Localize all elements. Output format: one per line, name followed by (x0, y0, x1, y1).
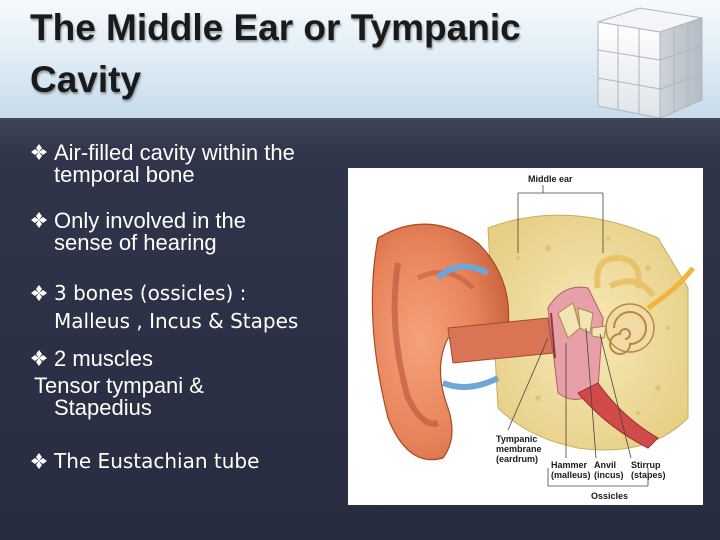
label-middle-ear: Middle ear (528, 174, 573, 184)
label-malleus: (malleus) (551, 470, 591, 480)
label-tympanic: Tympanic (496, 434, 538, 444)
label-hammer: Hammer (551, 460, 588, 470)
diamond-bullet-icon (30, 211, 48, 229)
bullet-text-cont: sense of hearing (54, 230, 217, 255)
bullet-text-cont: Tensor tympani & (34, 373, 204, 398)
label-eardrum: (eardrum) (496, 454, 539, 464)
bullet-text: The Eustachian tube (54, 449, 260, 473)
bullet-text-cont: temporal bone (54, 162, 195, 187)
bullet-text: 2 muscles (54, 346, 154, 371)
ear-anatomy-figure (348, 168, 703, 505)
bullet-item (30, 210, 246, 254)
bullet-item (30, 348, 204, 419)
label-incus: (incus) (594, 470, 624, 480)
bullet-item (30, 450, 259, 472)
diamond-bullet-icon (30, 452, 48, 470)
bullet-item (30, 282, 298, 332)
bullet-text: Air-filled cavity within the (54, 140, 295, 165)
bullet-text-cont: Malleus , Incus & Stapes (54, 309, 299, 333)
diamond-bullet-icon (30, 349, 48, 367)
diamond-bullet-icon (30, 284, 48, 302)
label-stirrup: Stirrup (631, 460, 661, 470)
label-anvil: Anvil (594, 460, 617, 470)
label-ossicles: Ossicles (591, 491, 629, 501)
bullet-text: Only involved in the (54, 208, 246, 233)
bullet-text-cont: Stapedius (54, 395, 152, 420)
page-title: The Middle Ear or Tympanic Cavity (30, 7, 521, 100)
label-tympanic-membrane: membrane (496, 444, 542, 454)
bullet-text: 3 bones (ossicles) : (54, 281, 247, 305)
bullet-item (30, 142, 295, 186)
label-stapes: (stapes) (631, 470, 666, 480)
diamond-bullet-icon (30, 143, 48, 161)
